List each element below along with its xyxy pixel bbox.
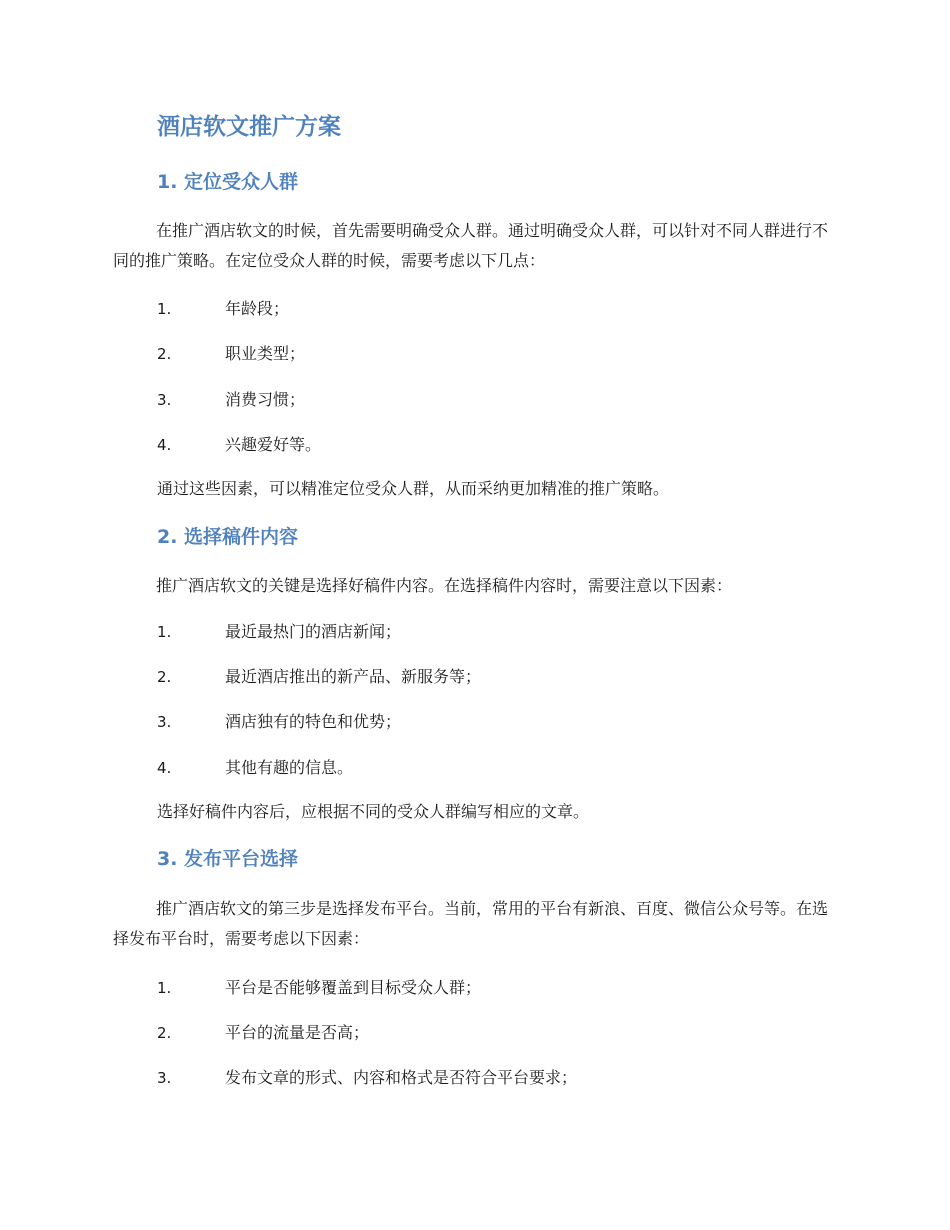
section-3-intro: 推广酒店软文的第三步是选择发布平台。当前，常用的平台有新浪、百度、微信公众号等。在选择发布平台时，需要考虑以下因素： [113,899,829,948]
list-number: 3. [157,713,172,731]
section-heading-3: 3. 发布平台选择 [157,848,299,870]
list-text: 最近最热门的酒店新闻； [225,622,402,641]
section-1-outro: 通过这些因素，可以精准定位受众人群，从而采纳更加精准的推广策略。 [157,479,670,498]
section-2-intro: 推广酒店软文的关键是选择好稿件内容。在选择稿件内容时，需要注意以下因素： [156,576,733,595]
list-number: 2. [157,1024,172,1042]
section-2-outro: 选择好稿件内容后，应根据不同的受众人群编写相应的文章。 [157,802,590,821]
list-text: 消费习惯； [225,390,306,409]
list-text: 平台的流量是否高； [225,1023,370,1042]
section-heading-2: 2. 选择稿件内容 [157,526,299,548]
list-number: 4. [157,759,172,777]
document-title: 酒店软文推广方案 [157,114,341,140]
list-number: 1. [157,979,172,997]
list-text: 发布文章的形式、内容和格式是否符合平台要求； [225,1068,578,1087]
list-text: 兴趣爱好等。 [225,435,322,454]
list-number: 2. [157,345,172,363]
list-number: 2. [157,668,172,686]
list-number: 1. [157,300,172,318]
list-text: 最近酒店推出的新产品、新服务等； [225,667,482,686]
list-text: 平台是否能够覆盖到目标受众人群； [225,978,482,997]
list-text: 其他有趣的信息。 [225,758,354,777]
list-number: 3. [157,391,172,409]
list-number: 3. [157,1069,172,1087]
list-text: 酒店独有的特色和优势； [225,712,402,731]
list-number: 1. [157,623,172,641]
list-text: 年龄段； [225,299,290,318]
list-text: 职业类型； [225,344,306,363]
section-heading-1: 1. 定位受众人群 [157,171,299,193]
section-1-intro: 在推广酒店软文的时候，首先需要明确受众人群。通过明确受众人群，可以针对不同人群进行不同的推广策略。在定位受众人群的时候，需要考虑以下几点： [113,221,829,270]
list-number: 4. [157,436,172,454]
